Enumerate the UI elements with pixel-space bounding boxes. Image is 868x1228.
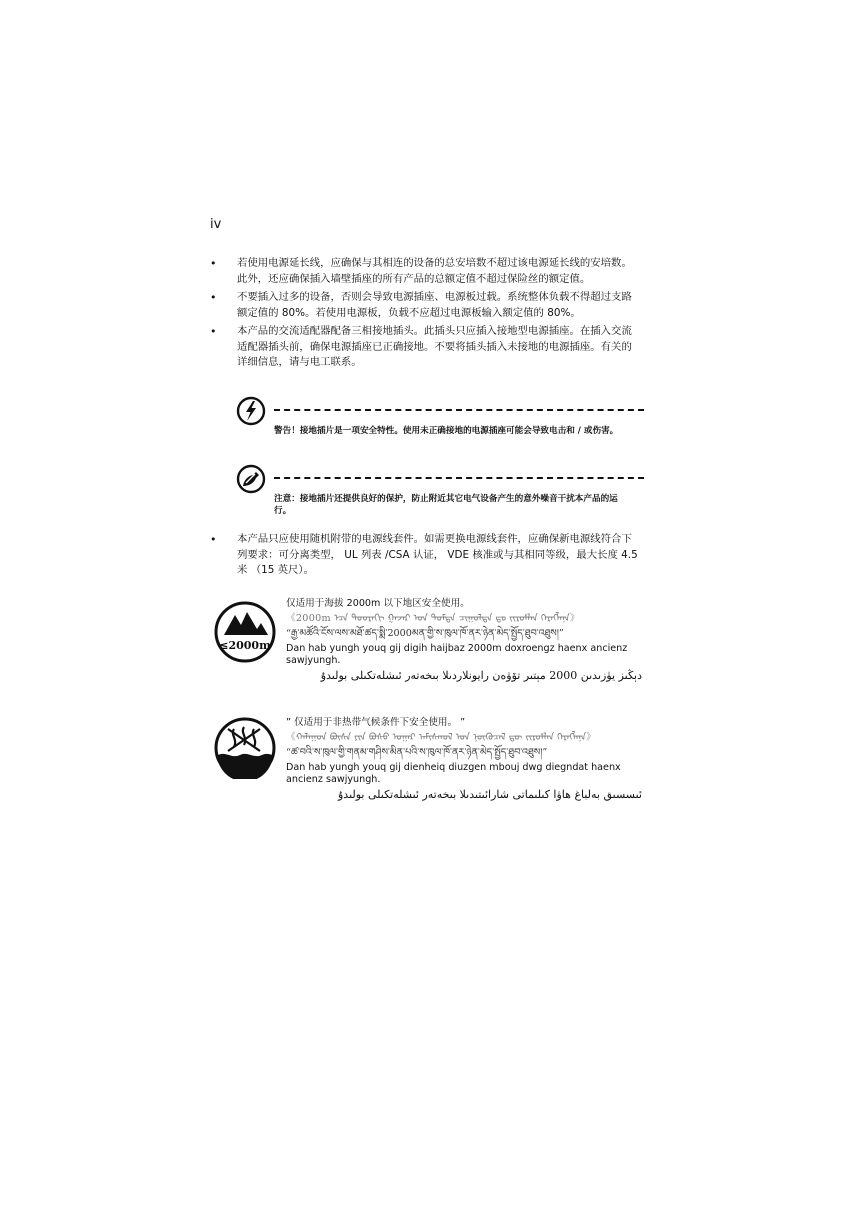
bullet-dot: • (210, 533, 217, 546)
note-text: 注意：接地插片还提供良好的保护，防止附近其它电气设备产生的意外噪音干扰本产品的运行。 (274, 494, 618, 516)
lightning-hand-icon (236, 396, 266, 426)
uyghur-text: ئىسسىق بەلباغ ھاۋا كىلىماتى شارائىتىدىلا بىخەتەر ئىشلەتكىلى بولىدۇ (337, 788, 642, 801)
list-item (210, 324, 640, 371)
tibetan-text: “ཚ་བའི་ས་ཁུལ་གྱི་གནམ་གཤིས་མིན་པའི་ས་ཁུལ་ཁོ་ནར་ཉེན་མེད་སྤྱོད་ཐུབ་འཐུས།” (286, 747, 548, 758)
bullet-list-bottom (210, 532, 640, 582)
warning-text: 警告！接地插片是一项安全特性。使用未正确接地的电源插座可能会导致电击和 / 或伤害。 (274, 426, 619, 436)
list-item-text: 若使用电源延长线，应确保与其相连的设备的总安培数不超过该电源延长线的安培数。此外，还应确保插入墙壁插座的所有产品的总额定值不超过保险丝的额定值。 (237, 257, 632, 285)
chinese-text: 仅适用于海拔 2000m 以下地区安全使用。 (286, 598, 470, 609)
list-item (210, 256, 640, 287)
page-number: iv (210, 217, 222, 232)
bullet-dot: • (210, 291, 217, 304)
chinese-text: ” 仅适用于非热带气候条件下安全使用。 ” (286, 717, 466, 728)
hand-pen-note-icon (236, 464, 266, 494)
divider (274, 409, 644, 411)
altitude-text-group (286, 598, 646, 685)
tropical-text-group (286, 717, 646, 804)
list-item (210, 532, 640, 579)
mongolian-text: 《2000m ᠡᠴᠡ ᠳᠣᠣᠷᠠᠬᠢ ᠭᠠᠵᠠᠷ ᠤᠨ ᠳᠤᠮᠳᠠ ᠴᠢᠭᠤᠯᠳᠠ ᠳᠤ ᠵᠢᠷᠤᠮᠯᠠᠨ ᠬᠡᠷᠡᠭᠯᠡᠨᠡ》 (286, 613, 580, 624)
no-tropical-climate-icon (214, 717, 276, 779)
icon-label: ≤2000m (219, 639, 271, 652)
bullet-list-top (210, 256, 640, 374)
tibetan-text: “རྒྱ་མཚོའི་ངོས་ལས་མཐོ་ཚད་སྨི་2000མན་གྱི་ས་ཁུལ་ཁོ་ནར་ཉེན་མེད་སྤྱོད་ཐུབ་འཐུས།” (286, 628, 564, 639)
list-item-text: 本产品的交流适配器配备三相接地插头。此插头只应插入接地型电源插座。在插入交流适配器插头前，确保电源插座已正确接地。不要将插头插入未接地的电源插座。有关的详细信息，请与电工联系。 (237, 325, 632, 368)
bullet-dot: • (210, 257, 217, 270)
uyghur-text: دېڭىز يۈزىدىن 2000 مېتىر تۆۋەن رايونلاردىلا بىخەتەر ئىشلەتكىلى بولىدۇ (320, 669, 642, 682)
mongolian-text: 《ᠬᠠᠯᠠᠭᠤᠨ ᠪᠦᠰᠡ ᠶᠢᠨ ᠪᠤᠰᠤ ᠤᠭᠠᠷ ᠠᠮᠢᠰᠬᠤᠯ ᠤᠨ ᠨᠥᠬᠦᠴᠡᠯ ᠳᠦ ᠵᠢᠷᠤᠮᠯᠠᠨ ᠬᠡᠷᠡᠭᠯᠡᠨᠡ》 (286, 732, 596, 743)
zhuang-text: Dan hab yungh youq gij dienheiq diuzgen mbouj dwg diegndat haenx ancienz sawjyungh. (286, 762, 621, 785)
list-item (210, 290, 640, 321)
zhuang-text: Dan hab yungh youq gij digih haijbaz 2000m doxroengz haenx ancienz sawjyungh. (286, 643, 628, 666)
divider (274, 477, 644, 479)
list-item-text: 不要插入过多的设备，否则会导致电源插座、电源板过载。系统整体负载不得超过支路额定值的 80%。若使用电源板，负载不应超过电源板输入额定值的 80%。 (237, 291, 632, 319)
mountain-2000m-icon (214, 601, 276, 663)
list-item-text: 本产品只应使用随机附带的电源线套件。如需更换电源线套件，应确保新电源线符合下列要求：可分离类型， UL 列表 /CSA 认证， VDE 核准或与其相同等级，最大长度 4.5 米 （15 英尺）。 (237, 533, 638, 576)
bullet-dot: • (210, 325, 217, 338)
